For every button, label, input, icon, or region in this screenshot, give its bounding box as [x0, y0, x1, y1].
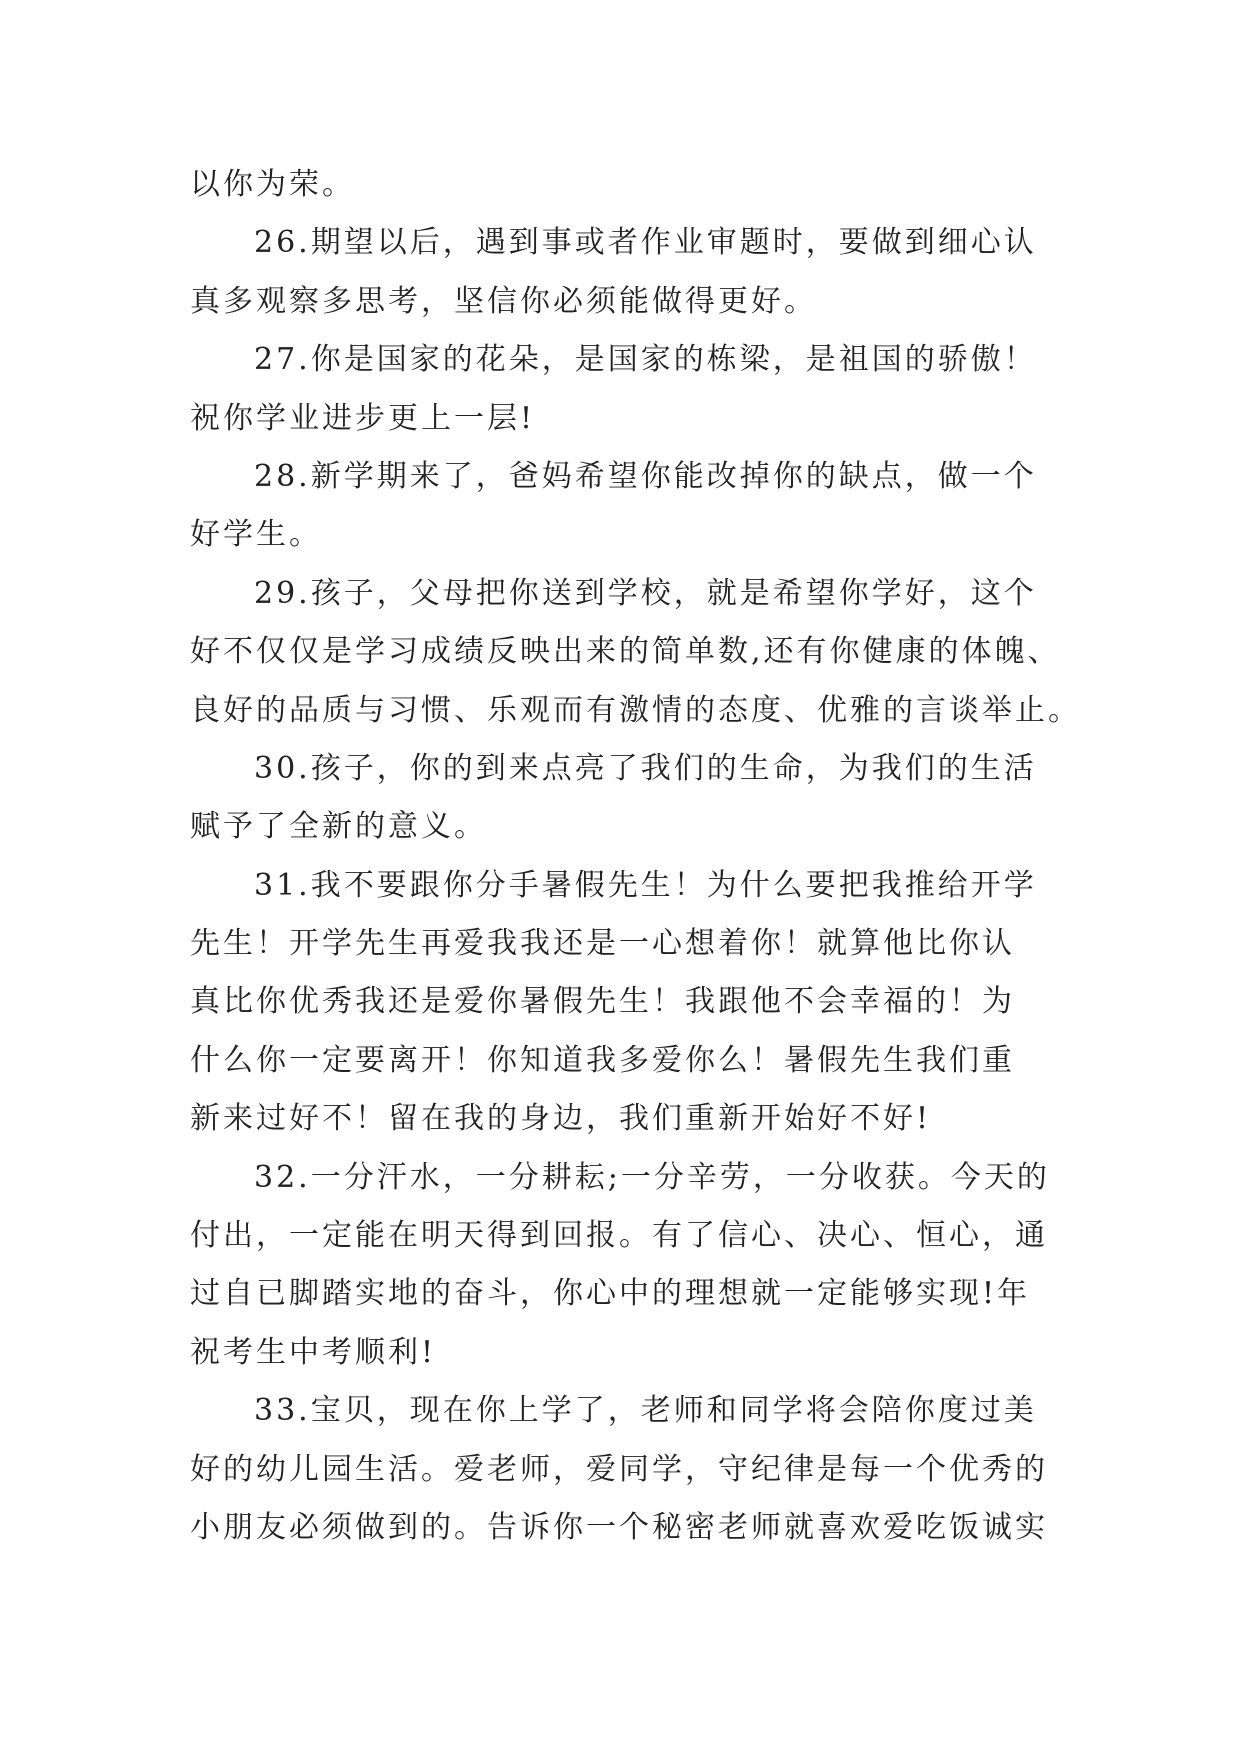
text-line: 祝你学业进步更上一层! — [190, 400, 536, 436]
text-line: 好不仅仅是学习成绩反映出来的简单数,还有你健康的体魄、 — [190, 634, 1061, 670]
text-line: 以你为荣。 — [190, 167, 355, 202]
text-line: 祝考生中考顺利! — [190, 1334, 437, 1370]
text-line: 28.新学期来了，爸妈希望你能改掉你的缺点，做一个 — [254, 458, 1037, 494]
text-line: 真比你优秀我还是爱你暑假先生！我跟他不会幸福的！为 — [190, 984, 1015, 1020]
text-line: 付出，一定能在明天得到回报。有了信心、决心、恒心，通 — [190, 1218, 1048, 1254]
text-line: 什么你一定要离开！你知道我多爱你么！暑假先生我们重 — [190, 1042, 1015, 1078]
document-body — [190, 156, 1081, 1557]
text-line: 好学生。 — [190, 517, 322, 553]
text-line: 赋予了全新的意义。 — [190, 809, 487, 845]
text-line: 好的幼儿园生活。爱老师，爱同学，守纪律是每一个优秀的 — [190, 1451, 1048, 1487]
text-line: 真多观察多思考，坚信你必须能做得更好。 — [190, 283, 817, 319]
text-line: 良好的品质与习惯、乐观而有激情的态度、优雅的言谈举止。 — [190, 692, 1081, 728]
text-line: 新来过好不！留在我的身边，我们重新开始好不好! — [190, 1101, 932, 1137]
text-line: 33.宝贝，现在你上学了，老师和同学将会陪你度过美 — [254, 1393, 1037, 1429]
text-line: 过自已脚踏实地的奋斗，你心中的理想就一定能够实现!年 — [190, 1276, 1031, 1312]
text-line: 32.一分汗水，一分耕耘;一分辛劳，一分收获。今天的 — [254, 1159, 1050, 1195]
text-line: 31.我不要跟你分手暑假先生！为什么要把我推给开学 — [254, 867, 1037, 903]
text-line: 29.孩子，父母把你送到学校，就是希望你学好，这个 — [254, 575, 1037, 611]
text-line: 30.孩子，你的到来点亮了我们的生命，为我们的生活 — [254, 750, 1037, 786]
text-line: 先生！开学先生再爱我我还是一心想着你！就算他比你认 — [190, 926, 1015, 962]
text-line: 26.期望以后，遇到事或者作业审题时，要做到细心认 — [254, 225, 1037, 261]
text-line: 27.你是国家的花朵，是国家的栋梁，是祖国的骄傲！ — [254, 342, 1037, 378]
text-line: 小朋友必须做到的。告诉你一个秘密老师就喜欢爱吃饭诚实 — [190, 1509, 1048, 1545]
